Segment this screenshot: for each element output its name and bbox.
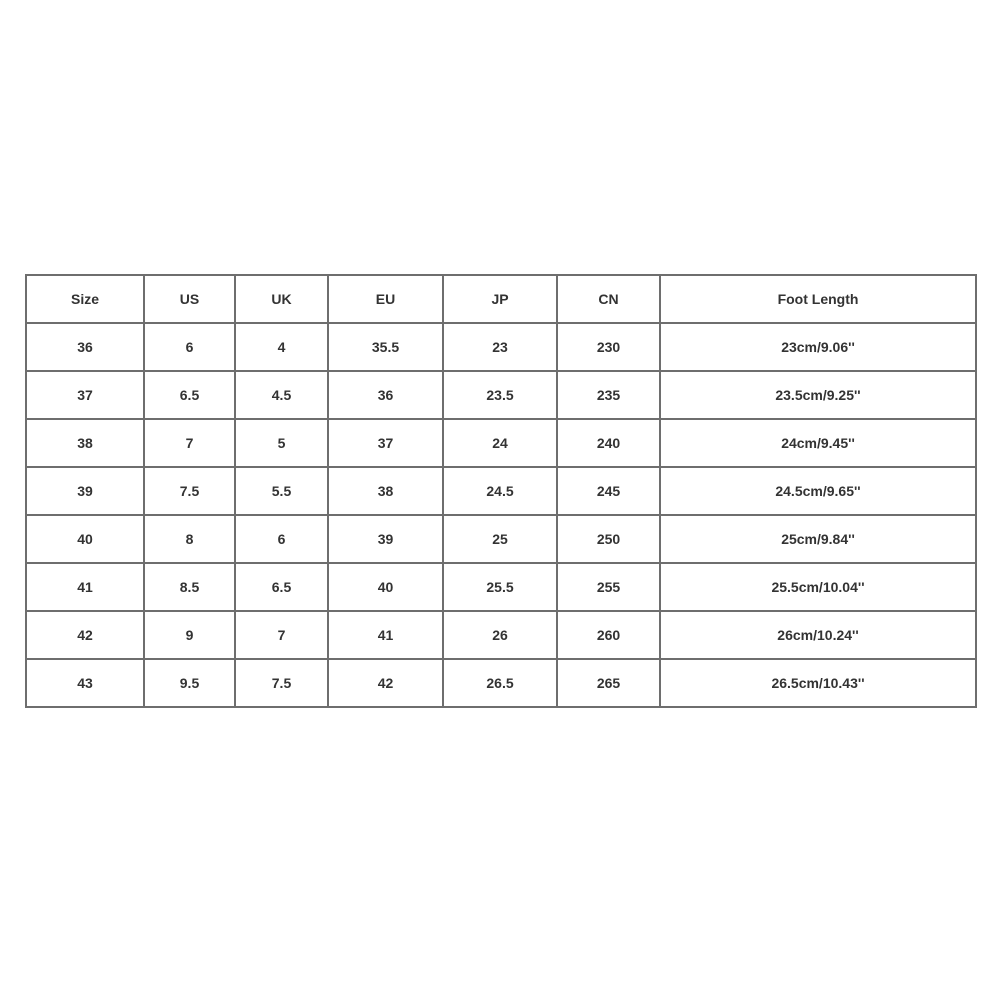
cell-uk: 4 [235,323,328,371]
cell-jp: 26.5 [443,659,557,707]
cell-size: 40 [26,515,144,563]
cell-eu: 36 [328,371,443,419]
cell-eu: 35.5 [328,323,443,371]
cell-eu: 41 [328,611,443,659]
cell-us: 8.5 [144,563,235,611]
header-uk: UK [235,275,328,323]
cell-size: 42 [26,611,144,659]
table-header [26,275,976,323]
cell-jp: 24.5 [443,467,557,515]
cell-uk: 6 [235,515,328,563]
cell-size: 43 [26,659,144,707]
cell-uk: 5.5 [235,467,328,515]
size-chart-table [25,274,977,708]
cell-foot-length: 24cm/9.45'' [660,419,976,467]
cell-size: 39 [26,467,144,515]
cell-foot-length: 23.5cm/9.25'' [660,371,976,419]
cell-us: 6.5 [144,371,235,419]
cell-foot-length: 24.5cm/9.65'' [660,467,976,515]
cell-uk: 6.5 [235,563,328,611]
cell-uk: 7.5 [235,659,328,707]
cell-jp: 23.5 [443,371,557,419]
cell-cn: 240 [557,419,660,467]
cell-us: 9.5 [144,659,235,707]
table-row [26,659,976,707]
table-row [26,371,976,419]
cell-size: 38 [26,419,144,467]
header-foot-length: Foot Length [660,275,976,323]
cell-eu: 38 [328,467,443,515]
table-row [26,563,976,611]
cell-jp: 25 [443,515,557,563]
header-cn: CN [557,275,660,323]
cell-jp: 25.5 [443,563,557,611]
cell-size: 37 [26,371,144,419]
cell-jp: 23 [443,323,557,371]
header-eu: EU [328,275,443,323]
table-row [26,419,976,467]
cell-cn: 245 [557,467,660,515]
cell-jp: 26 [443,611,557,659]
cell-foot-length: 25cm/9.84'' [660,515,976,563]
cell-foot-length: 26.5cm/10.43'' [660,659,976,707]
table-row [26,467,976,515]
cell-us: 7 [144,419,235,467]
cell-eu: 42 [328,659,443,707]
cell-eu: 40 [328,563,443,611]
cell-eu: 37 [328,419,443,467]
cell-foot-length: 25.5cm/10.04'' [660,563,976,611]
cell-cn: 265 [557,659,660,707]
header-row [26,275,976,323]
cell-cn: 250 [557,515,660,563]
cell-foot-length: 23cm/9.06'' [660,323,976,371]
cell-uk: 5 [235,419,328,467]
cell-us: 7.5 [144,467,235,515]
cell-size: 36 [26,323,144,371]
cell-us: 8 [144,515,235,563]
cell-uk: 7 [235,611,328,659]
cell-eu: 39 [328,515,443,563]
cell-us: 6 [144,323,235,371]
cell-size: 41 [26,563,144,611]
header-jp: JP [443,275,557,323]
cell-cn: 230 [557,323,660,371]
cell-foot-length: 26cm/10.24'' [660,611,976,659]
cell-cn: 235 [557,371,660,419]
table-row [26,515,976,563]
table-row [26,611,976,659]
table-row [26,323,976,371]
header-size: Size [26,275,144,323]
cell-us: 9 [144,611,235,659]
cell-cn: 260 [557,611,660,659]
table-body [26,323,976,707]
cell-cn: 255 [557,563,660,611]
cell-jp: 24 [443,419,557,467]
cell-uk: 4.5 [235,371,328,419]
header-us: US [144,275,235,323]
